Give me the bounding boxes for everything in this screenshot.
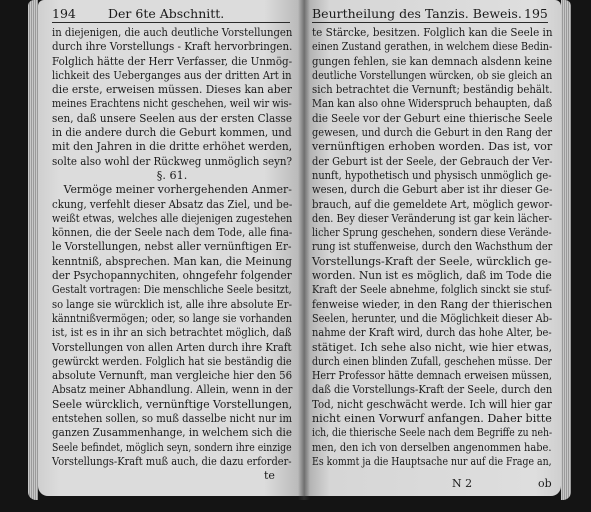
left-running-head: Der 6te Abschnitt. (108, 6, 225, 21)
text-line: Vorstellungs-Kraft muß auch, die dazu erforder- (52, 454, 292, 468)
left-header-rule (52, 22, 290, 23)
left-page-number: 194 (52, 6, 76, 21)
right-header-rule (312, 22, 548, 23)
text-line: le Vorstellungen, nebst aller vernünftigen Er- (52, 240, 292, 254)
left-page-edges (28, 0, 38, 500)
text-line: worden. Nun ist es möglich, daß im Tode die (312, 269, 552, 283)
text-line: Seele würcklich, vernünftige Vorstellungen, (52, 397, 293, 411)
text-line: die erste, erweisen müssen. Dieses kan aber (52, 83, 292, 97)
text-line: nicht einen Vorwurf anfangen. Daher bitte (312, 412, 552, 426)
text-line: Seele befindet, möglich seyn, sondern ihre einzige (52, 440, 292, 454)
text-line: wesen, durch die Geburt aber ist ihr dieser Ge- (312, 183, 553, 197)
text-line: rung ist stuffenweise, durch den Wachsthum der (312, 240, 553, 254)
text-line: Vorstellungen von allen Arten durch ihre Kraft (52, 340, 292, 354)
text-line: licher Sprung geschehen, sondern diese Verände- (312, 226, 552, 240)
text-line: Seelen, herunter, und die Möglichkeit dieser Ab- (312, 311, 553, 325)
text-line: Es kommt ja die Hauptsache nur auf die Frage an, (312, 454, 552, 468)
left-page-body (52, 26, 292, 469)
text-line: weißt etwas, welches alle diejenigen zugestehen (52, 211, 293, 225)
text-line: Kraft der Seele abnehme, folglich sinckt sie stuf- (312, 283, 552, 297)
text-line: deutliche Vorstellungen würcken, ob sie gleich an (312, 68, 553, 82)
text-line: ckung, verfehlt dieser Absatz das Ziel, und be- (52, 197, 293, 211)
signature-mark: N 2 (452, 477, 473, 490)
right-page (304, 0, 561, 496)
text-line: Tod, nicht geschwächt werde. Ich will hier gar (312, 397, 552, 411)
text-line: Man kan also ohne Widerspruch behaupten, daß (312, 97, 553, 111)
left-catchword: te (264, 469, 275, 482)
text-line: kenntniß, absprechen. Man kan, die Meinung (52, 254, 292, 268)
text-line: Vermöge meiner vorhergehenden Anmer- (63, 183, 292, 197)
text-line: sich betrachtet die Vernunft; beständig behält. (312, 83, 553, 97)
text-line: entstehen sollen, so muß dasselbe nicht nur im (52, 412, 293, 426)
right-page-number: 195 (524, 6, 548, 21)
text-line: känntnißvermögen; oder, so lange sie vorhanden (52, 311, 292, 325)
section-heading: §. 61. (156, 168, 188, 182)
text-line: der Geburt ist der Seele, der Gebrauch der Ver- (312, 154, 553, 168)
text-line: fenweise wieder, in den Rang der thierischen (312, 297, 553, 311)
text-line: gungen fehlen, sie kan demnach alsdenn keine (312, 54, 553, 68)
text-line: ganzen Zusammenhange, in welchem sich die (52, 426, 292, 440)
text-line: Absatz meiner Abhandlung. Allein, wenn in der (52, 383, 293, 397)
text-line: können, die der Seele nach dem Tode, alle fina- (52, 226, 293, 240)
text-line: men, den ich von derselben angenommen habe. (312, 440, 552, 454)
text-line: te Stärcke, besitzen. Folglich kan die Seele in (312, 26, 553, 39)
text-line: sen, daß unsere Seelen aus der ersten Classe (52, 111, 292, 125)
text-line: Folglich hätte der Herr Verfasser, die Unmög- (52, 54, 293, 68)
right-page-edges (561, 0, 571, 500)
left-page-header (52, 6, 292, 26)
text-line: stätiget. Ich sehe also nicht, wie hier etwas, (312, 340, 553, 354)
text-line: solte also wohl der Rückweg unmöglich seyn? (52, 154, 293, 168)
text-line: einen Zustand gerathen, in welchem diese Bedin- (312, 40, 553, 54)
text-line: nahme der Kraft wird, durch das hohe Alter, be- (312, 326, 552, 340)
text-line: ich, die thierische Seele nach dem Begriffe zu neh- (312, 426, 553, 440)
text-line: ist, ist es in ihr an sich betrachtet möglich, daß (52, 326, 292, 340)
left-page (38, 0, 304, 496)
text-line: brauch, auf die gemeldete Art, möglich gewor- (312, 197, 553, 211)
text-line: so lange sie würcklich ist, alle ihre absolute Er- (52, 297, 293, 311)
text-line: vernünftigen erhoben worden. Das ist, vor (312, 140, 553, 154)
text-line: in diejenigen, die auch deutliche Vorstellungen (52, 26, 293, 39)
text-line: absolute Vernunft, man vergleiche hier den 56 (52, 369, 293, 383)
text-line: Gestalt vortragen: Die menschliche Seele besitzt, (52, 283, 292, 297)
text-line: den. Bey dieser Veränderung ist gar kein lächer- (312, 211, 553, 225)
text-line: der Psychopannychiten, ohngefehr folgender (52, 269, 292, 283)
book-gutter (298, 0, 310, 500)
right-catchword: ob (538, 477, 552, 490)
text-line: Herr Professor hätte demnach erweisen müssen, (312, 369, 552, 383)
text-line: die Seele vor der Geburt eine thierische Seele (312, 111, 553, 125)
right-page-header (312, 6, 552, 26)
right-running-head: Beurtheilung des Tanzis. Beweis. (312, 6, 522, 21)
right-page-body (312, 26, 552, 469)
text-line: nunft, hypothetisch und physisch unmöglich ge- (312, 168, 552, 182)
text-line: meines Erachtens nicht geschehen, weil wir wis- (52, 97, 292, 111)
text-line: Vorstellungs-Kraft der Seele, würcklich ge- (312, 254, 552, 268)
text-line: gewürckt werden. Folglich hat sie beständig die (52, 354, 292, 368)
text-line: lichkeit des Ueberganges aus der dritten Art in (52, 68, 292, 82)
text-line: gewesen, und durch die Geburt in den Rang der (312, 126, 553, 140)
text-line: durch einen blinden Zufall, geschehen müsse. Der (312, 354, 552, 368)
text-line: in die andere durch die Geburt kommen, und (52, 126, 292, 140)
text-line: mit den Jahren in die dritte erhöhet werden, (52, 140, 293, 154)
text-line: daß die Vorstellungs-Kraft der Seele, durch den (312, 383, 553, 397)
text-line: durch ihre Vorstellungs - Kraft hervorbringen. (52, 40, 293, 54)
